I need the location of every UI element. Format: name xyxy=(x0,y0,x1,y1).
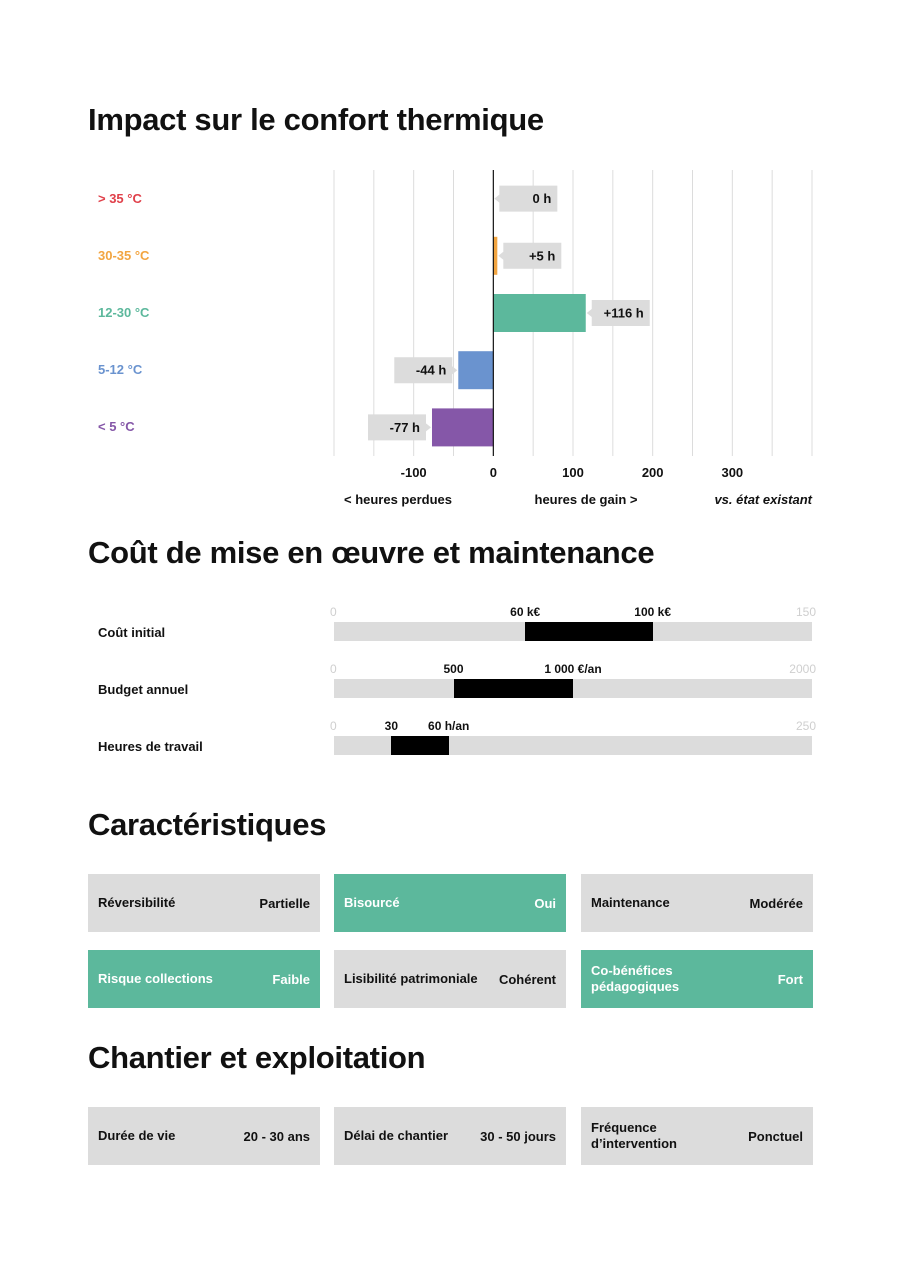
x-tick-label: 300 xyxy=(721,465,744,480)
data-label: -44 h xyxy=(415,362,447,378)
category-label: 30-35 °C xyxy=(98,247,150,263)
feature-card-key: Risque collections xyxy=(98,971,213,986)
data-label: 0 h xyxy=(532,191,552,207)
range-low-label: 30 xyxy=(384,719,399,733)
site-section-title: Chantier et exploitation xyxy=(88,1040,426,1075)
site-card xyxy=(88,1107,320,1165)
site-card-value: Ponctuel xyxy=(748,1128,803,1144)
feature-card xyxy=(88,950,320,1008)
x-tick-label: 0 xyxy=(489,465,497,480)
thermal-section-title: Impact sur le confort thermique xyxy=(88,102,544,137)
x-tick-label: 100 xyxy=(562,465,584,480)
cost-range-fill xyxy=(525,622,652,641)
feature-card xyxy=(88,874,320,932)
feature-card-value: Cohérent xyxy=(498,971,556,987)
range-min-label: 0 xyxy=(330,662,337,676)
x-axis-label-right: heures de gain > xyxy=(534,492,638,507)
cost-track xyxy=(334,622,812,641)
bar-3 xyxy=(458,351,493,389)
feature-card xyxy=(581,874,813,932)
category-label: < 5 °C xyxy=(98,419,135,435)
feature-card-value: Faible xyxy=(272,971,310,987)
feature-card-key: Co-bénéfices pédagogiques xyxy=(591,963,680,994)
feature-card-value: Oui xyxy=(534,895,556,911)
category-label: 5-12 °C xyxy=(98,362,143,378)
site-card-value: 20 - 30 ans xyxy=(243,1128,310,1144)
site-card-key: Durée de vie xyxy=(98,1128,176,1143)
data-label: +5 h xyxy=(528,248,556,264)
range-max-label: 150 xyxy=(795,605,816,619)
range-high-label: 100 k€ xyxy=(634,605,672,619)
range-high-label: 60 h/an xyxy=(428,719,470,733)
feature-card-value: Partielle xyxy=(259,895,310,911)
feature-card xyxy=(334,874,566,932)
baseline-note: vs. état existant xyxy=(714,492,812,507)
range-min-label: 0 xyxy=(330,605,337,619)
bar-4 xyxy=(432,408,493,446)
data-label: +116 h xyxy=(603,305,644,321)
thermal-bar-chart xyxy=(0,0,900,520)
feature-card-key: Lisibilité patrimoniale xyxy=(344,971,478,986)
range-max-label: 250 xyxy=(795,719,816,733)
category-label: > 35 °C xyxy=(98,190,142,206)
feature-card-value: Fort xyxy=(777,971,803,987)
range-min-label: 0 xyxy=(330,719,337,733)
features-section-title: Caractéristiques xyxy=(88,807,327,842)
cost-row-label: Budget annuel xyxy=(98,682,189,697)
range-low-label: 500 xyxy=(443,662,464,676)
site-card xyxy=(334,1107,566,1165)
cost-track xyxy=(334,679,812,698)
bar-2 xyxy=(493,294,585,332)
feature-card-key: Maintenance xyxy=(591,895,670,910)
cost-range-fill xyxy=(391,736,448,755)
feature-card xyxy=(334,950,566,1008)
data-label: -77 h xyxy=(389,419,420,435)
feature-card-key: Réversibilité xyxy=(98,895,176,910)
feature-card-value: Modérée xyxy=(749,895,803,911)
x-tick-label: -100 xyxy=(400,465,427,480)
category-label: 12-30 °C xyxy=(98,305,150,320)
cost-row-label: Coût initial xyxy=(98,625,166,640)
site-card-key: Délai de chantier xyxy=(344,1128,449,1143)
x-tick-label: 200 xyxy=(641,465,664,480)
cost-range-fill xyxy=(454,679,574,698)
cost-track xyxy=(334,736,812,755)
feature-card xyxy=(581,950,813,1008)
site-card xyxy=(581,1107,813,1165)
cost-section-title: Coût de mise en œuvre et maintenance xyxy=(88,535,655,570)
range-high-label: 1 000 €/an xyxy=(544,662,602,676)
feature-card-key: Bisourcé xyxy=(344,895,400,910)
range-low-label: 60 k€ xyxy=(510,605,541,619)
cost-row-label: Heures de travail xyxy=(98,739,203,754)
range-max-label: 2000 xyxy=(789,662,816,676)
site-card-key: Fréquence d’intervention xyxy=(591,1120,677,1151)
x-axis-label-left: < heures perdues xyxy=(343,492,453,507)
site-card-value: 30 - 50 jours xyxy=(480,1128,556,1144)
